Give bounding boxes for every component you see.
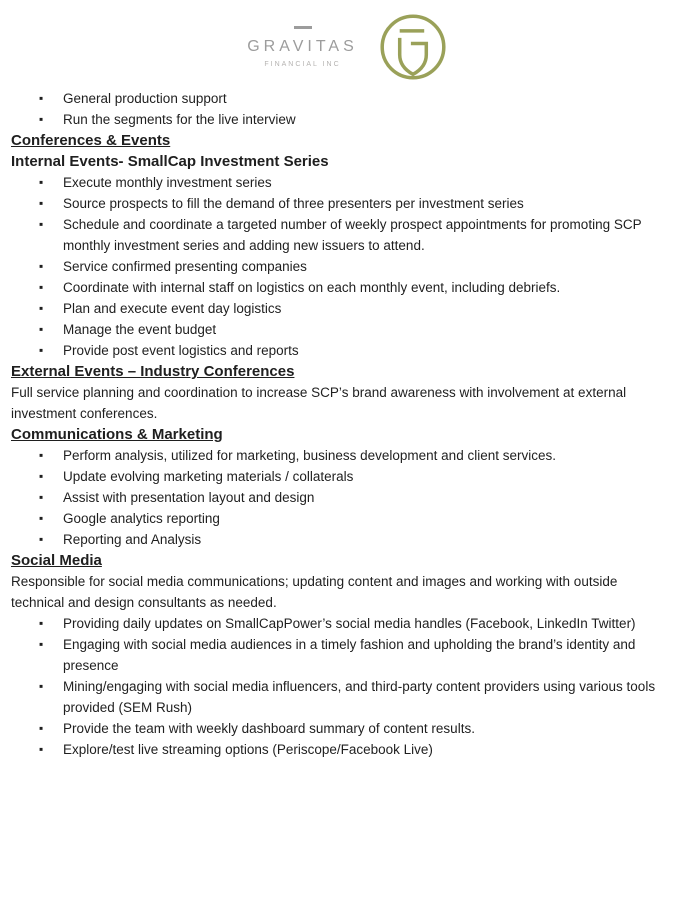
- list-item: ▪ Source prospects to fill the demand of three presenters per investment series: [11, 193, 674, 214]
- social-media-bullet-list: [11, 613, 674, 760]
- heading-external-events: External Events – Industry Conferences: [11, 363, 295, 380]
- communications-bullet-list: [11, 445, 674, 550]
- external-events-paragraph: Full service planning and coordination to increase SCP’s brand awareness with involvement at external investment conferences.: [11, 385, 627, 421]
- company-logo: [21, 6, 674, 88]
- internal-events-bullet-list: [11, 172, 674, 361]
- list-item: ▪ Manage the event budget: [11, 319, 674, 340]
- brand-name: GRAVITAS: [247, 38, 358, 55]
- heading-internal-events: Internal Events- SmallCap Investment Series: [11, 153, 329, 170]
- social-media-paragraph: Responsible for social media communications; updating content and images and working with outside technical and design consultants as needed.: [11, 574, 618, 610]
- list-item: ▪ Perform analysis, utilized for marketing, business development and client services.: [11, 445, 674, 466]
- list-item: ▪ Service confirmed presenting companies: [11, 256, 674, 277]
- list-item: ▪ Run the segments for the live interview: [11, 109, 674, 130]
- list-item: ▪ Mining/engaging with social media influencers, and third-party content providers using various tools provided (SEM Rush): [11, 676, 674, 718]
- heading-social-media: Social Media: [11, 552, 102, 569]
- list-item: ▪ Provide the team with weekly dashboard summary of content results.: [11, 718, 674, 739]
- heading-conferences-events: Conferences & Events: [11, 132, 171, 149]
- list-item: ▪ Schedule and coordinate a targeted number of weekly prospect appointments for promoting SCP monthly investment series and adding new issuers to attend.: [11, 214, 674, 256]
- intro-bullet-list: [11, 88, 674, 130]
- brand-wordmark: [247, 26, 358, 68]
- list-item: ▪ General production support: [11, 88, 674, 109]
- list-item: ▪ Update evolving marketing materials / collaterals: [11, 466, 674, 487]
- list-item: ▪ Provide post event logistics and reports: [11, 340, 674, 361]
- list-item: ▪ Coordinate with internal staff on logistics on each monthly event, including debriefs.: [11, 277, 674, 298]
- list-item: ▪ Google analytics reporting: [11, 508, 674, 529]
- document-body: [11, 88, 674, 760]
- heading-communications-marketing: Communications & Marketing: [11, 426, 223, 443]
- list-item: ▪ Assist with presentation layout and design: [11, 487, 674, 508]
- list-item: ▪ Reporting and Analysis: [11, 529, 674, 550]
- list-item: ▪ Plan and execute event day logistics: [11, 298, 674, 319]
- gravitas-shield-icon: [378, 12, 448, 82]
- list-item: ▪ Engaging with social media audiences in a timely fashion and upholding the brand’s identity and presence: [11, 634, 674, 676]
- brand-subtitle: FINANCIAL INC: [264, 61, 341, 68]
- list-item: ▪ Providing daily updates on SmallCapPower’s social media handles (Facebook, LinkedIn Twitter): [11, 613, 674, 634]
- list-item: ▪ Execute monthly investment series: [11, 172, 674, 193]
- logo-dash: [294, 26, 312, 29]
- list-item: ▪ Explore/test live streaming options (Periscope/Facebook Live): [11, 739, 674, 760]
